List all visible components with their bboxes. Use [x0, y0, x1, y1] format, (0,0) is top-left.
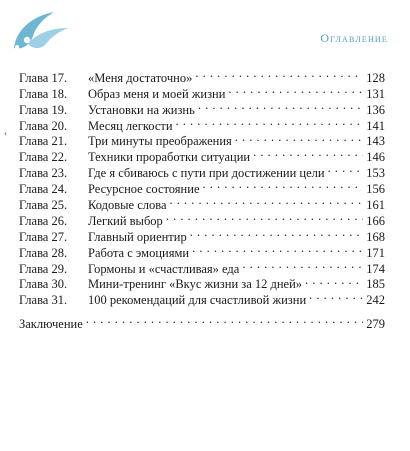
dot-leader — [166, 209, 363, 225]
chapter-number: Глава 22. — [19, 150, 68, 165]
page-number: 153 — [366, 166, 385, 181]
chapter-title: «Меня достаточно» — [88, 70, 193, 85]
dot-leader — [309, 288, 363, 304]
dot-leader — [235, 130, 363, 146]
chapter-number: Глава 28. — [19, 245, 68, 260]
page-number: 156 — [366, 182, 385, 197]
chapter-number: Глава 19. — [19, 102, 68, 117]
dot-leader — [253, 145, 363, 161]
chapter-number: Глава 30. — [19, 277, 68, 292]
page-number: 128 — [366, 70, 385, 85]
page-number: 168 — [366, 229, 385, 244]
chapter-title: Техники проработки ситуации — [88, 150, 251, 165]
chapter-title: Легкий выбор — [88, 213, 163, 228]
page-number: 141 — [366, 118, 385, 133]
page-number: 131 — [366, 86, 385, 101]
chapter-number: Глава 20. — [19, 118, 68, 133]
chapter-title: Главный ориентир — [88, 229, 187, 244]
chapter-title: Образ меня и моей жизни — [88, 86, 226, 101]
chapter-title: Гормоны и «счастливая» еда — [88, 261, 240, 276]
toc-entry[interactable] — [19, 66, 385, 85]
chapter-title: Кодовые слова — [88, 198, 167, 213]
chapter-number: Глава 21. — [19, 134, 68, 149]
page-header-title: Оглавление — [320, 31, 388, 45]
page-number: 242 — [366, 293, 385, 308]
dot-leader — [198, 98, 363, 114]
dot-leader — [242, 257, 363, 273]
page-number: 174 — [366, 261, 385, 276]
chapter-number: Глава 31. — [19, 293, 68, 308]
chapter-number: Глава 26. — [19, 213, 68, 228]
chapter-title: Где я сбиваюсь с пути при достижении цели — [88, 166, 325, 181]
dot-leader — [228, 82, 363, 98]
page-number: 161 — [366, 198, 385, 213]
dot-leader — [192, 241, 363, 257]
dot-leader — [305, 273, 363, 289]
chapter-title: Работа с эмоциями — [88, 245, 190, 260]
chapter-title: Мини-тренинг «Вкус жизни за 12 дней» — [88, 277, 303, 292]
table-of-contents — [19, 66, 385, 332]
page-number: 146 — [366, 150, 385, 165]
chapter-number: Глава 24. — [19, 182, 68, 197]
page-number: 185 — [366, 277, 385, 292]
conclusion-title: Заключение — [19, 317, 83, 332]
chapter-title: Месяц легкости — [88, 118, 173, 133]
chapter-number: Глава 25. — [19, 198, 68, 213]
chapter-number: Глава 23. — [19, 166, 68, 181]
dot-leader — [170, 193, 364, 209]
dot-leader — [190, 225, 364, 241]
dot-leader — [195, 66, 363, 82]
toc-entry-conclusion[interactable] — [19, 312, 385, 332]
chapter-number: Глава 27. — [19, 229, 68, 244]
page-number: 136 — [366, 102, 385, 117]
chapter-number: Глава 29. — [19, 261, 68, 276]
chapter-title: Установки на жизнь — [88, 102, 195, 117]
page-number: 279 — [366, 317, 385, 332]
page-number: 171 — [366, 245, 385, 260]
page-number: 166 — [366, 213, 385, 228]
chapter-number: Глава 18. — [19, 86, 68, 101]
margin-mark: ‹ — [4, 128, 7, 138]
dot-leader — [328, 161, 364, 177]
dot-leader — [86, 312, 364, 328]
chapter-title: 100 рекомендаций для счастливой жизни — [88, 293, 307, 308]
swirl-logo-icon — [6, 4, 76, 54]
chapter-title: Три минуты преображения — [88, 134, 232, 149]
dot-leader — [203, 177, 364, 193]
chapter-title: Ресурсное состояние — [88, 182, 200, 197]
dot-leader — [176, 114, 364, 130]
chapter-number: Глава 17. — [19, 70, 68, 85]
page-number: 143 — [366, 134, 385, 149]
